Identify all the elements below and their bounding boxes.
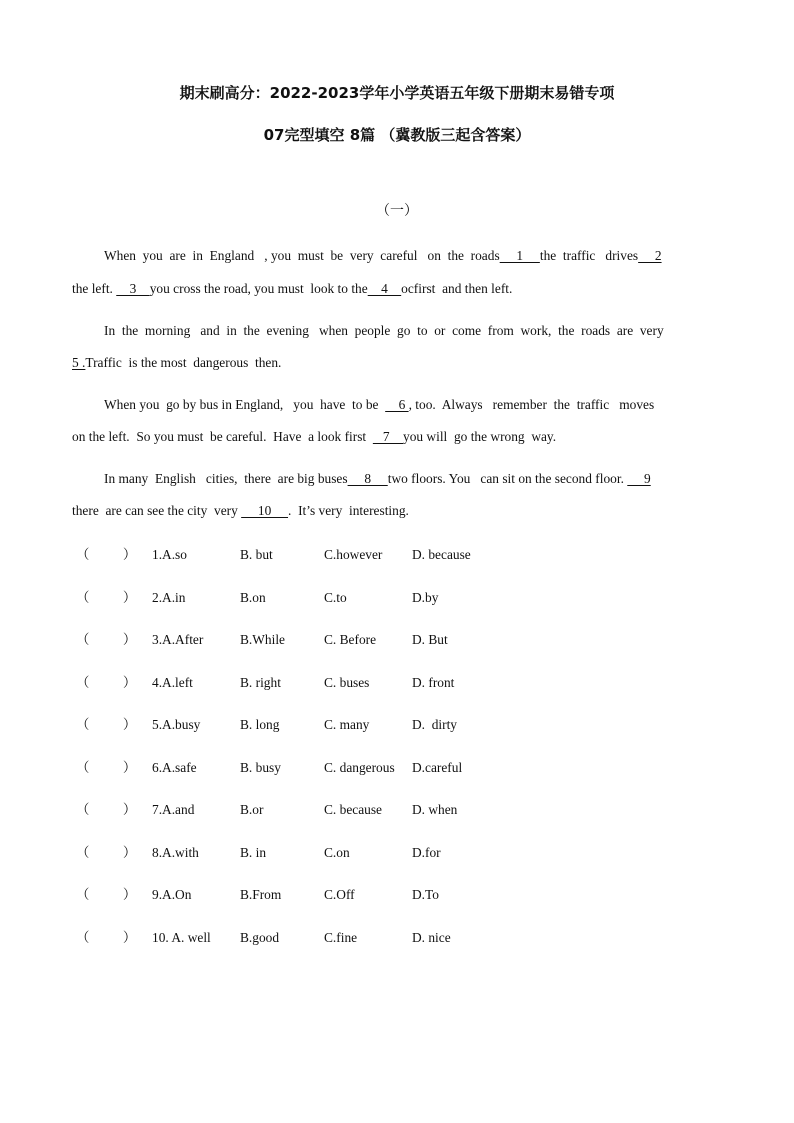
option-d: D.To xyxy=(412,887,439,902)
option-c: C.however xyxy=(324,547,383,562)
option-c: C. buses xyxy=(324,675,370,690)
answer-parentheses: （ ） xyxy=(76,547,137,562)
answer-parentheses: （ ） xyxy=(76,590,137,605)
answer-blank: 3 xyxy=(116,281,150,296)
passage-line xyxy=(72,280,512,298)
option-a: 3.A.After xyxy=(152,632,204,647)
passage-text: In the morning and in the evening when people go to or come from work, the roads are very xyxy=(104,323,664,338)
question-row xyxy=(0,800,794,820)
question-row xyxy=(0,885,794,905)
question-row xyxy=(0,630,794,650)
answer-parentheses: （ ） xyxy=(76,802,137,817)
question-row xyxy=(0,545,794,565)
option-d: D. because xyxy=(412,547,471,562)
option-c: C. Before xyxy=(324,632,377,647)
option-c: C.to xyxy=(324,590,347,605)
option-c: C.fine xyxy=(324,930,358,945)
option-a: 6.A.safe xyxy=(152,760,197,775)
question-row xyxy=(0,758,794,778)
question-row xyxy=(0,843,794,863)
passage-text: two floors. You can sit on the second floor. xyxy=(387,471,628,486)
option-c: C. because xyxy=(324,802,383,817)
option-c: C.on xyxy=(324,845,350,860)
option-b: B.good xyxy=(240,930,280,945)
passage-text: the left. xyxy=(72,281,117,296)
passage-text: you will go the wrong way. xyxy=(403,429,557,444)
passage-line xyxy=(104,247,662,265)
option-d: D. But xyxy=(412,632,448,647)
question-row xyxy=(0,673,794,693)
answer-parentheses: （ ） xyxy=(76,632,137,647)
passage-text: When you go by bus in England, you have to be xyxy=(104,397,386,412)
passage-line xyxy=(104,322,664,340)
option-b: B. in xyxy=(240,845,267,860)
question-row xyxy=(0,588,794,608)
answer-blank: 9 xyxy=(627,471,651,486)
option-c: C.Off xyxy=(324,887,355,902)
passage-line xyxy=(104,396,654,414)
option-c: C. dangerous xyxy=(324,760,395,775)
passage-text: you cross the road, you must look to the xyxy=(149,281,368,296)
option-a: 10. A. well xyxy=(152,930,211,945)
answer-parentheses: （ ） xyxy=(76,887,137,902)
passage-text: In many English cities, there are big buses xyxy=(104,471,348,486)
passage-text: Traffic is the most dangerous then. xyxy=(85,355,282,370)
option-d: D. dirty xyxy=(412,717,458,732)
answer-parentheses: （ ） xyxy=(76,930,137,945)
option-b: B.or xyxy=(240,802,264,817)
passage-text: . It’s very interesting. xyxy=(288,503,409,518)
document-title-line1: 期末刷高分：2022-2023学年小学英语五年级下册期末易错专项 xyxy=(179,84,615,102)
section-label: （一） xyxy=(376,203,418,219)
answer-parentheses: （ ） xyxy=(76,717,137,732)
question-row xyxy=(0,928,794,948)
passage-text: When you are in England , you must be very careful on the roads xyxy=(104,248,500,263)
option-a: 4.A.left xyxy=(152,675,193,690)
answer-blank: 1 xyxy=(499,248,540,263)
option-b: B. long xyxy=(240,717,280,732)
option-d: D.careful xyxy=(412,760,463,775)
option-a: 9.A.On xyxy=(152,887,192,902)
option-b: B.From xyxy=(240,887,282,902)
option-a: 2.A.in xyxy=(152,590,186,605)
passage-line xyxy=(72,354,281,372)
passage-line xyxy=(72,428,556,446)
option-b: B. right xyxy=(240,675,281,690)
option-b: B.on xyxy=(240,590,266,605)
passage-line xyxy=(104,470,651,488)
option-d: D. when xyxy=(412,802,458,817)
passage-text: on the left. So you must be careful. Have a look first xyxy=(72,429,373,444)
option-b: B. busy xyxy=(240,760,281,775)
answer-parentheses: （ ） xyxy=(76,675,137,690)
question-row xyxy=(0,715,794,735)
answer-parentheses: （ ） xyxy=(76,760,137,775)
passage-text: ocfirst and then left. xyxy=(401,281,513,296)
passage-line xyxy=(72,502,409,520)
answer-blank: 6 xyxy=(385,397,409,412)
option-d: D.for xyxy=(412,845,441,860)
option-b: B. but xyxy=(240,547,273,562)
option-d: D. nice xyxy=(412,930,451,945)
answer-blank: 7 xyxy=(372,429,403,444)
option-b: B.While xyxy=(240,632,285,647)
answer-blank: 2 xyxy=(638,248,662,263)
passage-text: the traffic drives xyxy=(539,248,639,263)
document-title-line2: 07完型填空 8篇 （冀教版三起含答案） xyxy=(263,126,531,144)
passage-text: , too. Always remember the traffic moves xyxy=(408,397,655,412)
passage-text: there are can see the city very xyxy=(72,503,242,518)
option-a: 1.A.so xyxy=(152,547,187,562)
option-a: 7.A.and xyxy=(152,802,195,817)
answer-parentheses: （ ） xyxy=(76,845,137,860)
option-a: 5.A.busy xyxy=(152,717,201,732)
option-a: 8.A.with xyxy=(152,845,199,860)
answer-blank: 5 . xyxy=(72,355,86,370)
answer-blank: 10 xyxy=(241,503,289,518)
option-c: C. many xyxy=(324,717,370,732)
option-d: D. front xyxy=(412,675,455,690)
option-d: D.by xyxy=(412,590,439,605)
answer-blank: 8 xyxy=(347,471,388,486)
answer-blank: 4 xyxy=(367,281,402,296)
